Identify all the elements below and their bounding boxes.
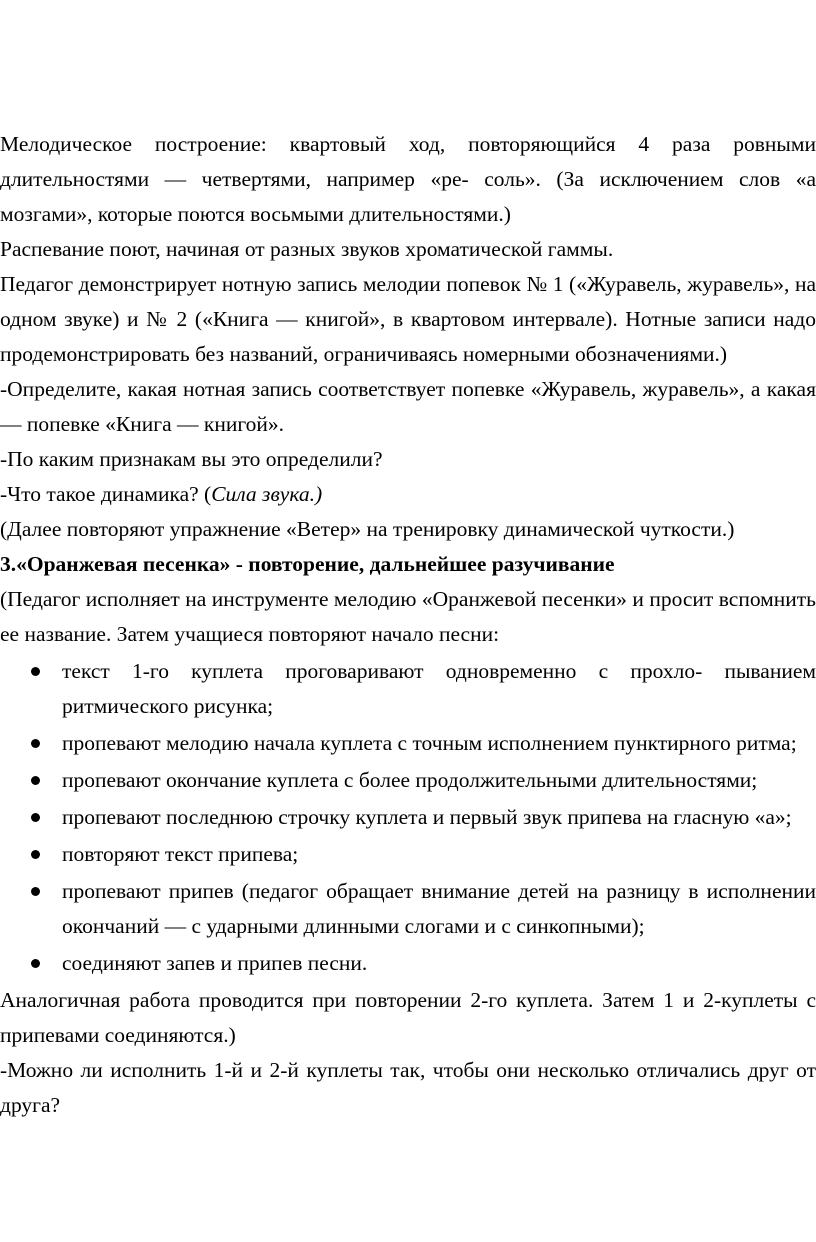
section-heading: 3.«Оранжевая песенка» - повторение, дальнейшее разучивание [0, 552, 615, 576]
paragraph-warmup: Распевание поют, начиная от разных звуков хроматической гаммы. [0, 237, 614, 261]
list-item [0, 654, 816, 724]
bullet-icon [31, 667, 40, 676]
list-item [0, 837, 816, 872]
paragraph-teacher-demonstrates: Педагог демонстрирует нотную запись мелодии попевок № 1 («Журавель, журавель», на одном звуке) и № 2 («Книга — книгой», в квартовом интервале). Нотные записи надо продемонстрировать без названий, ограничиваясь номерными обозначениями.) [0, 272, 816, 366]
list-item [0, 763, 816, 798]
list-item-text: текст 1-го куплета проговаривают одновременно с прохло- пыванием ритмического рисунка; [62, 659, 816, 718]
paragraph-question-dynamics [0, 477, 816, 512]
list-item-text: соединяют запев и припев песни. [62, 951, 368, 975]
list-item-text: повторяют текст припева; [62, 842, 299, 866]
paragraph-second-verse: Аналогичная работа проводится при повторении 2-го куплета. Затем 1 и 2-куплеты с припевами соединяются.) [0, 988, 816, 1047]
paragraph-melodic-construction: Мелодическое построение: квартовый ход, повторяющийся 4 раза ровными длительностями — четвертями, например «ре- соль». (За исключением слов «а мозгами», которые поются восьмыми длительностями.) [0, 132, 816, 226]
answer-dynamics-text: Сила звука.) [211, 482, 323, 506]
steps-list [0, 654, 816, 981]
list-item-text: пропевают окончание куплета с более продолжительными длительностями; [62, 768, 758, 792]
list-item [0, 874, 816, 944]
paragraph-question-identify: -Определите, какая нотная запись соответствует попевке «Журавель, журавель», а какая — попевке «Книга — книгой». [0, 377, 816, 436]
paragraph-teacher-plays: (Педагог исполняет на инструменте мелодию «Оранжевой песенки» и просит вспомнить ее название. Затем учащиеся повторяют начало песни: [0, 587, 816, 646]
paragraph-exercise-wind: (Далее повторяют упражнение «Ветер» на тренировку динамической чуткости.) [0, 517, 735, 541]
paragraph-question-verses: -Можно ли исполнить 1-й и 2-й куплеты так, чтобы они несколько отличались друг от друга? [0, 1058, 816, 1117]
list-item-text: пропевают мелодию начала куплета с точным исполнением пунктирного ритма; [62, 731, 797, 755]
bullet-icon [31, 850, 40, 859]
list-item-text: пропевают припев (педагог обращает внимание детей на разницу в исполнении окончаний — с ударными длинными слогами и с синкопными); [62, 879, 816, 938]
list-item-text: пропевают последнюю строчку куплета и первый звук припева на гласную «а»; [62, 805, 792, 829]
bullet-icon [31, 776, 40, 785]
bullet-icon [31, 739, 40, 748]
list-item [0, 946, 816, 981]
bullet-icon [31, 813, 40, 822]
paragraph-question-signs: -По каким признакам вы это определили? [0, 447, 383, 471]
list-item [0, 800, 816, 835]
list-item [0, 726, 816, 761]
question-dynamics-text: -Что такое динамика? ( [0, 482, 212, 506]
bullet-icon [31, 887, 40, 896]
bullet-icon [31, 959, 40, 968]
document-page [0, 127, 816, 1123]
